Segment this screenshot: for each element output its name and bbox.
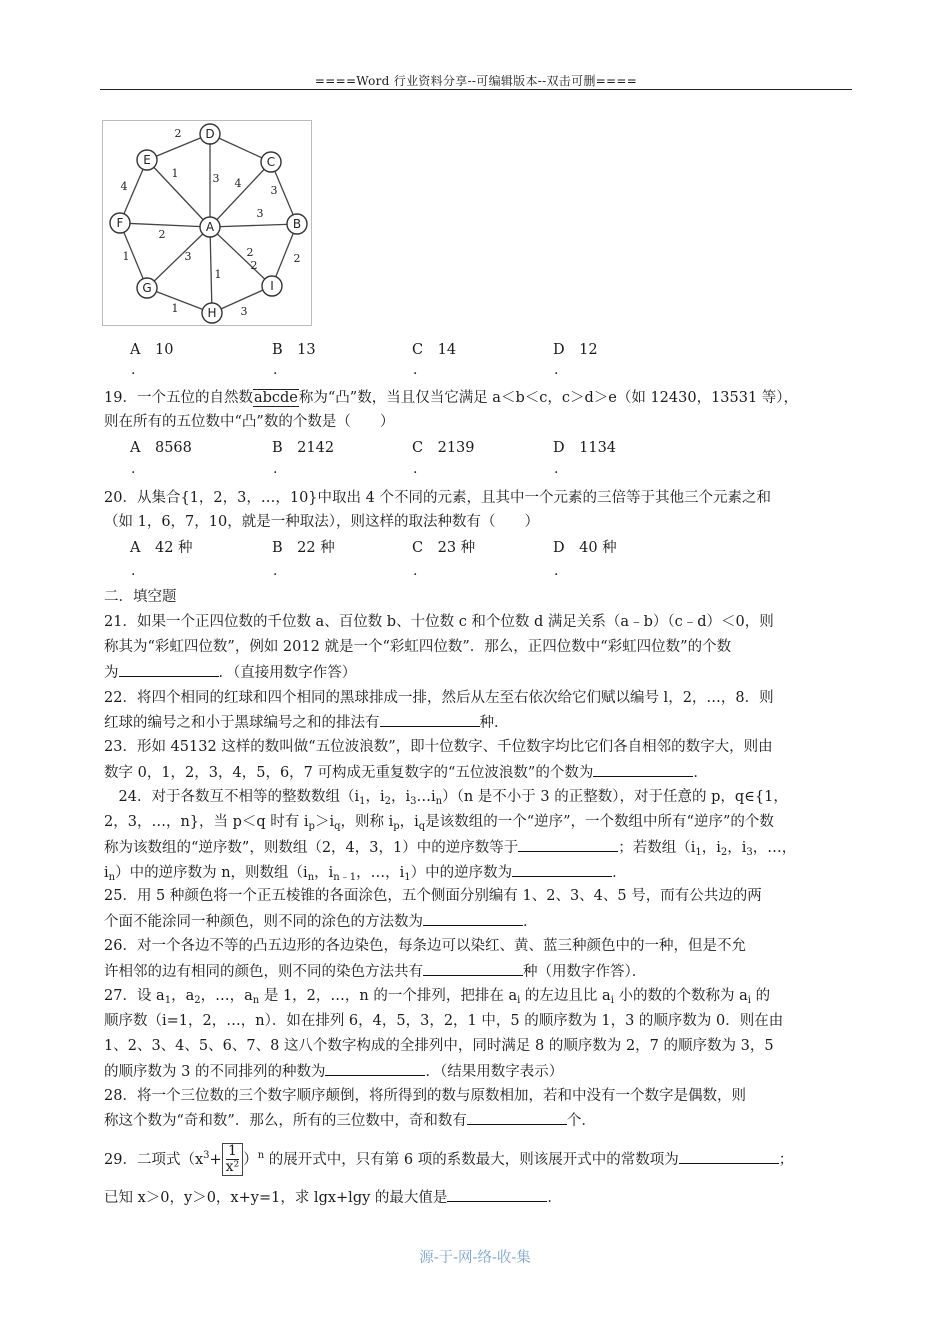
- q18-dot: .: [413, 362, 418, 378]
- answer-blank[interactable]: [679, 1149, 779, 1164]
- q25-line2: 个面不能涂同一种颜色，则不同的涂色的方法数为 ．: [104, 911, 538, 932]
- q27-line3: 1、2、3、4、5、6、7、8 这八个数字构成的全排列中，同时满足 8 的顺序数为 2，7 的顺序数为 3，5: [104, 1038, 774, 1054]
- node-label: F: [116, 216, 124, 230]
- q20-option-b: B 22 种: [272, 540, 335, 556]
- q27-line1: 27．设 $a_1$，$a_2$，…，$a_n$ 是 1，2，…，n 的一个排列，把排在 $a_i$ 的左边且比 $a_i$ 小的数的个数称为 $a_i$ 的: [104, 988, 771, 1006]
- q18-option-b: B 13: [272, 342, 316, 358]
- node-label: G: [142, 281, 152, 295]
- q19-option-c: C 2139: [412, 440, 475, 456]
- q18-dot: .: [554, 362, 559, 378]
- edge-weight: 2: [246, 246, 254, 259]
- q20-option-d: D 40 种: [553, 540, 617, 556]
- q19-option-a: A 8568: [130, 440, 192, 456]
- q20-dot: .: [131, 563, 136, 579]
- q20-dot: .: [554, 563, 559, 579]
- page-footer: 源-于-网-络-收-集: [419, 1250, 531, 1266]
- q19-option-b: B 2142: [272, 440, 335, 456]
- q23-line1: 23．形如 45132 这样的数叫做“五位波浪数”，即十位数字、千位数字均比它们各自相邻的数字大，则由: [104, 739, 773, 755]
- edge-weight: 2: [293, 252, 301, 265]
- edge-weight: 1: [122, 250, 130, 263]
- answer-blank[interactable]: [447, 1187, 547, 1202]
- q22-line1: 22．将四个相同的红球和四个相同的黑球排成一排，然后从左至右依次给它们赋以编号 l，2，…，8．则: [104, 690, 774, 706]
- page-header: ====Word 行业资料分享--可编辑版本--双击可删====: [314, 74, 638, 88]
- answer-blank[interactable]: [423, 961, 523, 976]
- q19-line1: 19．一个五位的自然数abcde称为“凸”数，当且仅当它满足 a＜b＜c，c＞d＞e（如 12430，13531 等），: [104, 390, 799, 406]
- answer-blank[interactable]: [325, 1061, 425, 1076]
- q28-line1: 28．将一个三位数的三个数字顺序颠倒，将所得到的数与原数相加，若和中没有一个数字是偶数，则: [104, 1088, 746, 1104]
- node-label: B: [292, 217, 302, 231]
- q19-option-d: D 1134: [553, 440, 617, 456]
- q19-line2: 则在所有的五位数中“凸”数的个数是（ ）: [104, 414, 395, 430]
- q28-line2: 称这个数为“奇和数”．那么，所有的三位数中，奇和数有 个．: [104, 1110, 596, 1131]
- node-label: A: [205, 220, 215, 234]
- edge-weight: 4: [120, 180, 128, 193]
- section-title: 二．填空题: [104, 589, 177, 605]
- answer-blank[interactable]: [518, 837, 618, 852]
- graph-figure: [102, 120, 312, 326]
- header-rule: [100, 89, 852, 90]
- answer-blank[interactable]: [467, 1110, 567, 1125]
- q29-line1: 29．二项式（$x^3+$ $\frac{1}{\text{x²}})^n$ 的展开式中，只有第 6 项的系数最大，则该展开式中的常数项为 ；: [104, 1143, 794, 1176]
- edge-weight: 3: [240, 305, 248, 318]
- edge-weight: 3: [184, 250, 192, 263]
- q20-option-a: A 42 种: [130, 540, 193, 556]
- q29-line2: 已知 x＞0，y＞0，x+y=1，求 lgx+lgy 的最大值是 ．: [104, 1187, 562, 1208]
- q22-line2: 红球的编号之和小于黑球编号之和的排法有 种．: [104, 712, 509, 733]
- edge-weight: 2: [158, 228, 166, 241]
- q20-option-c: C 23 种: [412, 540, 476, 556]
- q24-line4: $i_n$）中的逆序数为 n，则数组（$i_n$，$i_{n﹣1}$，…，$i_1$）中的逆序数为 ．: [104, 862, 627, 888]
- edge-weight: 2: [250, 259, 258, 272]
- node-label: D: [205, 127, 215, 141]
- q19-dot: .: [131, 461, 136, 477]
- q18-option-a: A 10: [130, 342, 174, 358]
- q26-line2: 许相邻的边有相同的颜色，则不同的染色方法共有 种（用数字作答）．: [104, 961, 646, 982]
- edge-weight: 3: [256, 207, 264, 220]
- q23-line2: 数字 0，1，2，3，4，5，6，7 可构成无重复数字的“五位波浪数”的个数为 ．: [104, 762, 708, 783]
- q27-line2: 顺序数（i=1，2，…，n）．如在排列 6，4，5，3，2，1 中，5 的顺序数为 1，3 的顺序数为 0．则在由: [104, 1013, 784, 1029]
- q19-dot: .: [413, 461, 418, 477]
- edge-weight: 2: [174, 127, 182, 140]
- q21-line1: 21．如果一个正四位数的千位数 a、百位数 b、十位数 c 和个位数 d 满足关系（a﹣b）（c﹣d）＜0，则: [104, 614, 774, 630]
- q24-line1: 24．对于各数互不相等的整数数组（$i_1$，$i_2$，$i_3\dots i_n)(n$ 是不小于 3 的正整数），对于任意的 p，q∈{1，: [104, 789, 788, 807]
- q21-line2: 称其为“彩虹四位数”，例如 2012 就是一个“彩虹四位数”．那么，正四位数中“彩虹四位数”的个数: [104, 639, 732, 655]
- q18-dot: .: [273, 362, 278, 378]
- edge-weight: 1: [171, 167, 179, 180]
- node-label: C: [266, 155, 276, 169]
- fraction: $\frac{1}{\text{x²}}$: [222, 1143, 244, 1176]
- node-label: H: [207, 306, 217, 320]
- q18-dot: .: [131, 362, 136, 378]
- q20-line1: 20．从集合{1，2，3，…，10}中取出 4 个不同的元素，且其中一个元素的三倍等于其他三个元素之和: [104, 490, 771, 506]
- q26-line1: 26．对一个各边不等的凸五边形的各边染色，每条边可以染红、黄、蓝三种颜色中的一种，但是不允: [104, 938, 746, 954]
- edge-weight: 1: [171, 302, 179, 315]
- q19-number-box: abcde: [253, 390, 298, 406]
- node-label: I: [270, 279, 274, 293]
- q27-line4: 的顺序数为 3 的不同排列的种数为 ．（结果用数字表示）: [104, 1061, 563, 1082]
- answer-blank[interactable]: [512, 862, 612, 877]
- q20-dot: .: [273, 563, 278, 579]
- q18-option-d: D 12: [553, 342, 598, 358]
- answer-blank[interactable]: [423, 911, 523, 926]
- answer-blank[interactable]: [119, 662, 219, 677]
- q19-dot: .: [273, 461, 278, 477]
- node-label: E: [143, 153, 151, 167]
- q25-line1: 25．用 5 种颜色将一个正五棱锥的各面涂色，五个侧面分别编有 1、2、3、4、5 号，而有公共边的两: [104, 888, 762, 904]
- edge-weight: 3: [270, 184, 278, 197]
- q24-line3: 称为该数组的“逆序数”，则数组（2，4，3，1）中的逆序数等于 ；若数组（$i_1$，$i_2$，$i_3$，…，: [104, 837, 796, 863]
- edge-weight: 3: [212, 172, 220, 185]
- edge-weight: 1: [214, 268, 222, 281]
- q21-line3: 为 ．（直接用数字作答）: [104, 662, 356, 683]
- edge-weight: 4: [234, 177, 242, 190]
- q24-line2: 2，3，…，n}，当 p＜q 时有 $i_p>i_q$，则称 $i_p$，$i_q$是该数组的一个“逆序”，一个数组中所有“逆序”的个数: [104, 814, 774, 832]
- q18-option-c: C 14: [412, 342, 457, 358]
- answer-blank[interactable]: [593, 762, 693, 777]
- answer-blank[interactable]: [380, 712, 480, 727]
- q20-dot: .: [413, 563, 418, 579]
- q19-dot: .: [554, 461, 559, 477]
- q20-line2: （如 1，6，7，10，就是一种取法），则这样的取法种数有（ ）: [104, 514, 539, 530]
